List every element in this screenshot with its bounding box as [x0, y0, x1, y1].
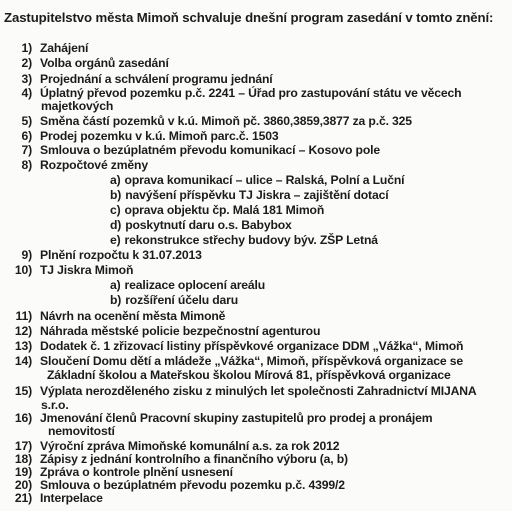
item-text: Volba orgánů zasedání: [40, 56, 169, 70]
item-text: Výroční zpráva Mimoňské komunální a.s. za rok 2012: [40, 439, 340, 453]
item-text-continuation: majetkových: [41, 99, 114, 113]
item-letter: e): [110, 233, 121, 247]
item-number: 21): [14, 491, 32, 505]
item-text: Rozpočtové změny: [40, 158, 148, 172]
item-number: 13): [14, 339, 32, 353]
item-text: Zpráva o kontrole plnění usnesení: [40, 465, 233, 479]
item-number: 17): [14, 439, 32, 453]
sub-list-item: [110, 173, 404, 187]
item-number: 12): [14, 324, 32, 338]
item-number: 18): [14, 452, 32, 466]
item-number: 8): [21, 158, 32, 172]
item-number: 10): [14, 263, 32, 277]
item-letter: b): [110, 293, 122, 307]
item-text: Návrh na ocenění města Mimoně: [40, 309, 226, 323]
item-number: 2): [21, 56, 32, 70]
item-text: Plnění rozpočtu k 31.07.2013: [40, 248, 202, 262]
item-text: rekonstrukce střechy budovy býv. ZŠP Letná: [124, 233, 378, 247]
item-letter: a): [110, 173, 121, 187]
item-text: realizace oplocení areálu: [124, 278, 266, 292]
item-letter: b): [110, 188, 122, 202]
item-text: Prodej pozemku v k.ú. Mimoň parc.č. 1503: [40, 129, 279, 143]
item-text: Jmenování členů Pracovní skupiny zastupitelů pro prodej a pronájem: [40, 411, 433, 425]
item-number: 11): [15, 309, 32, 323]
item-text: Sloučení Domu dětí a mládeže „Vážka“, Mimoň, příspěvková organizace se: [40, 354, 463, 368]
sub-list-item: [110, 188, 388, 202]
item-number: 16): [14, 411, 32, 425]
item-text: Náhrada městské policie bezpečnostní agenturou: [40, 324, 321, 338]
item-number: 3): [21, 72, 32, 86]
sub-list-item: [110, 293, 238, 307]
item-text: Zahájení: [40, 41, 89, 55]
program-header: Zastupitelstvo města Mimoň schvaluje dnešní program zasedání v tomto znění:: [4, 10, 494, 25]
item-text: oprava objektu čp. Malá 181 Mimoň: [124, 203, 325, 217]
item-number: 7): [21, 143, 32, 157]
item-number: 20): [14, 478, 32, 492]
item-text: Dodatek č. 1 zřizovací listiny příspěvkové organizace DDM „Vážka“, Mimoň: [40, 339, 464, 353]
item-number: 9): [21, 248, 32, 262]
sub-list-item: [110, 218, 292, 232]
item-number: 6): [21, 129, 32, 143]
item-number: 4): [21, 86, 32, 100]
item-text: Projednání a schválení programu jednání: [40, 72, 273, 86]
item-text: Zápisy z jednání kontrolního a finančního výboru (a, b): [40, 452, 348, 466]
item-letter: a): [110, 278, 121, 292]
item-text-continuation: Základní školou a Mateřskou školou Mírová 81, příspěvková organizace: [47, 368, 451, 382]
sub-list-item: [110, 233, 378, 247]
item-text: Smlouva o bezúplatném převodu pozemku p.č. 4399/2: [40, 478, 345, 492]
item-number: 14): [14, 354, 32, 368]
item-text: navýšení příspěvku TJ Jiskra – zajištění dotací: [125, 188, 389, 202]
item-text: Interpelace: [40, 491, 103, 505]
item-text: Úplatný převod pozemku p.č. 2241 – Úřad pro zastupování státu ve věcech: [40, 86, 462, 100]
item-text: rozšíření účelu daru: [125, 293, 239, 307]
item-letter: c): [110, 203, 121, 217]
item-number: 5): [21, 114, 32, 128]
item-text: oprava komunikací – ulice – Ralská, Polní a Luční: [124, 173, 405, 187]
item-text-continuation: s.r.o.: [41, 398, 69, 412]
item-number: 19): [14, 465, 32, 479]
item-text-continuation: nemovitostí: [48, 424, 115, 438]
item-text: TJ Jiskra Mimoň: [40, 263, 134, 277]
item-number: 15): [14, 384, 32, 398]
item-letter: d): [110, 218, 122, 232]
item-text: Smlouva o bezúplatném převodu komunikací – Kosovo pole: [40, 143, 380, 157]
item-number: 1): [21, 41, 32, 55]
sub-list-item: [110, 203, 324, 217]
item-text: Směna částí pozemků v k.ú. Mimoň pč. 3860,3859,3877 za p.č. 325: [40, 114, 412, 128]
item-text: poskytnutí daru o.s. Babybox: [125, 218, 292, 232]
sub-list-item: [110, 278, 265, 292]
item-text: Výplata nerozděleného zisku z minulých let společnosti Zahradnictví MIJANA: [40, 384, 477, 398]
